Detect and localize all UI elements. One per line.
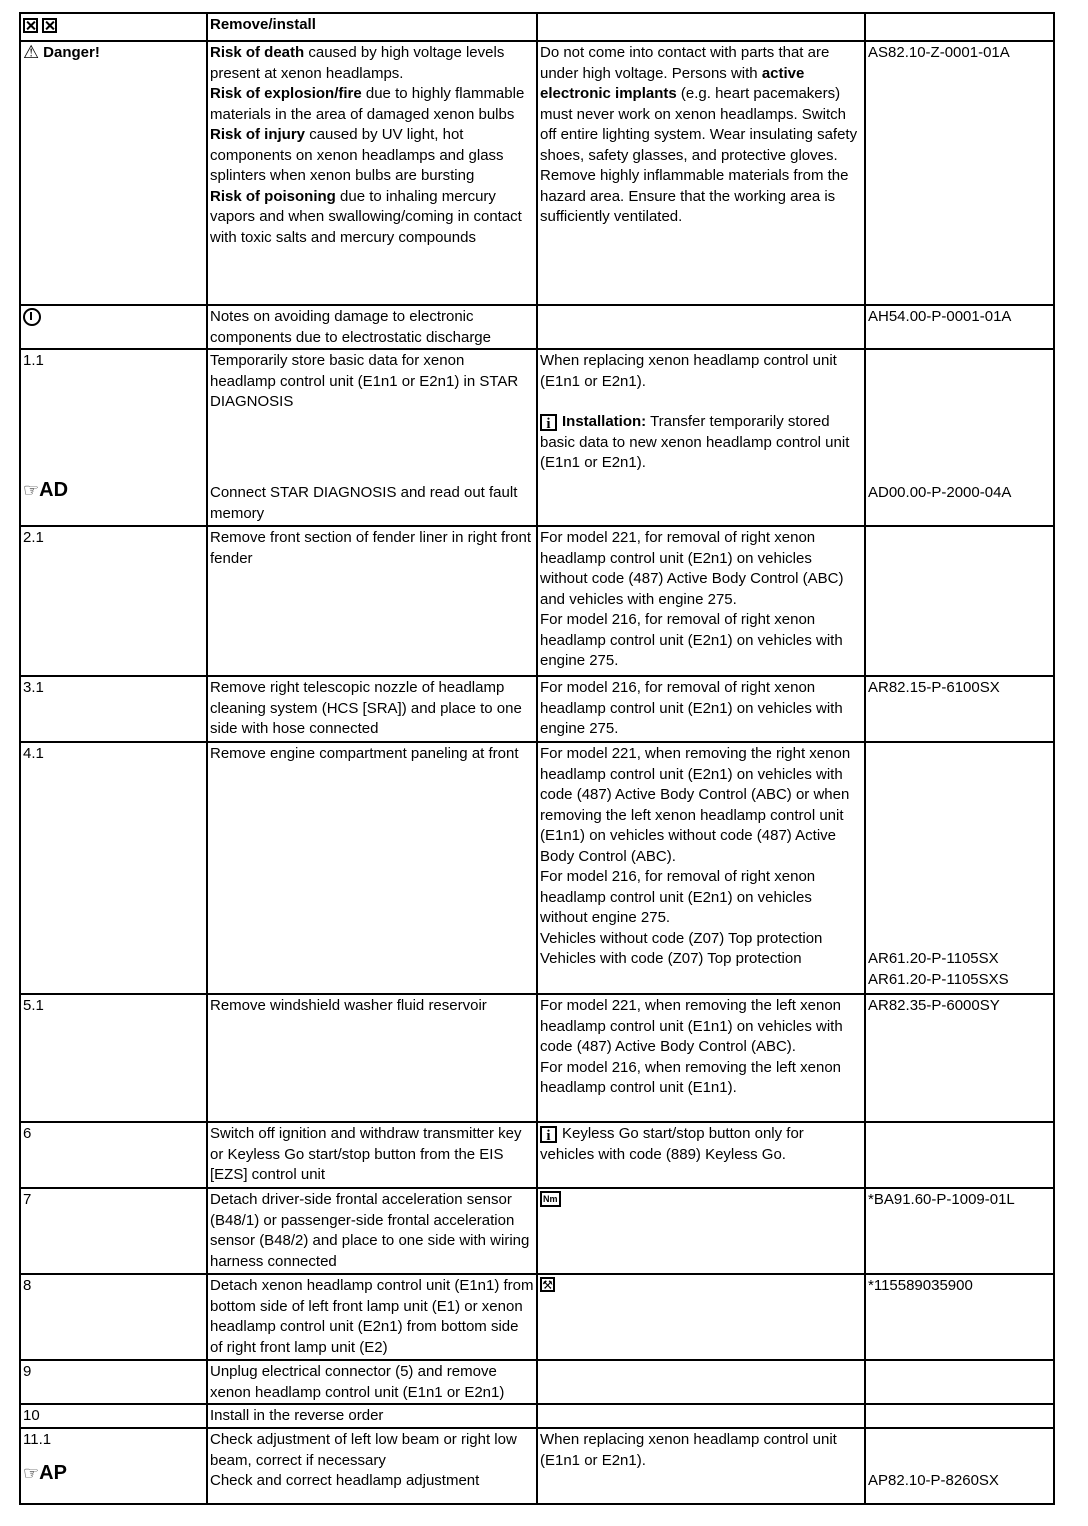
special-tool-icon: ⚒: [540, 1277, 555, 1292]
step-row: [20, 1188, 1054, 1274]
step-note-cell: [537, 742, 865, 994]
step-desc: Remove engine compartment paneling at front: [207, 742, 537, 994]
diagnosis-label: AD: [39, 479, 69, 501]
step-ref-link[interactable]: *115589035900: [865, 1274, 1054, 1360]
warning-title: Risk of death: [210, 44, 305, 61]
step-row: [20, 742, 1054, 994]
step-note: For model 221, for removal of right xenon headlamp control unit (E2n1) on vehicles without code (487) Active Body Control (ABC) and vehicles with engine 275. For model 216, for removal of right xenon headlamp control unit (E2n1) on vehicles with engine 275.: [537, 526, 865, 676]
step-desc: Temporarily store basic data for xenon headlamp control unit (E1n1 or E2n1) in STAR DIAGNOSIS: [210, 352, 519, 410]
step-row: [20, 994, 1054, 1122]
procedure-table: [19, 12, 1055, 1505]
danger-note-bold: active electronic implants: [540, 64, 805, 102]
header-row: [20, 13, 1054, 41]
installation-label: Installation:: [562, 413, 647, 430]
step-number: 11.1: [23, 1431, 52, 1448]
warning-text: due to highly flammable materials in the area of damaged xenon bulbs: [210, 85, 525, 123]
diagnosis-ref-link[interactable]: AD00.00-P-2000-04A: [868, 484, 1012, 501]
step-number: 2.1: [20, 526, 207, 676]
warning-item: [210, 43, 534, 84]
step-number: 5.1: [20, 994, 207, 1122]
step-desc: Install in the reverse order: [207, 1404, 537, 1428]
step-note: When replacing xenon headlamp control unit (E1n1 or E2n1).: [537, 1428, 865, 1504]
step-ref-cell: [865, 349, 1054, 526]
esd-icon-cell: [20, 305, 207, 349]
step-row: [20, 1122, 1054, 1188]
danger-row: [20, 41, 1054, 305]
danger-ref-link[interactable]: AS82.10-Z-0001-01A: [865, 41, 1054, 305]
esd-desc: Notes on avoiding damage to electronic components due to electrostatic discharge: [207, 305, 537, 349]
install-symbol-icon: [42, 18, 57, 33]
adjustment-indicator: [23, 1463, 67, 1484]
step-desc-2: Connect STAR DIAGNOSIS and read out fault memory: [210, 484, 518, 522]
installation-text: Transfer temporarily stored basic data to new xenon headlamp control unit (E1n1 or E2n1).: [540, 413, 850, 471]
step-desc-2: Check and correct headlamp adjustment: [210, 1472, 480, 1489]
step-ref-link[interactable]: AR82.15-P-6100SX: [865, 676, 1054, 742]
step-note-cell: [537, 1122, 865, 1188]
diagnosis-indicator: [23, 480, 68, 501]
warning-item: [210, 187, 534, 249]
esd-ref-link[interactable]: AH54.00-P-0001-01A: [865, 305, 1054, 349]
esd-icon: [23, 308, 41, 326]
info-icon: i: [540, 1126, 557, 1143]
step-note-cell: [537, 1188, 865, 1274]
step-desc: Unplug electrical connector (5) and remove xenon headlamp control unit (E1n1 or E2n1): [207, 1360, 537, 1404]
step-desc: Switch off ignition and withdraw transmitter key or Keyless Go start/stop button from the EIS [EZS] control unit: [207, 1122, 537, 1188]
warning-title: Risk of injury: [210, 126, 306, 143]
adjustment-label: AP: [39, 1462, 67, 1484]
step-number: 3.1: [20, 676, 207, 742]
step-desc: Check adjustment of left low beam or right low beam, correct if necessary: [210, 1431, 517, 1469]
step-number: 6: [20, 1122, 207, 1188]
step-row: [20, 1404, 1054, 1428]
header-title: Remove/install: [207, 13, 537, 41]
step-ref-cell: [865, 742, 1054, 994]
step-note-cell: [537, 1404, 865, 1428]
step-desc-cell: [207, 349, 537, 526]
header-icons-cell: [20, 13, 207, 41]
warning-title: Risk of poisoning: [210, 187, 336, 205]
step-ref-cell: [865, 1122, 1054, 1188]
step-row: [20, 349, 1054, 526]
warning-item: [210, 125, 534, 187]
step-desc: Detach driver-side frontal acceleration sensor (B48/1) or passenger-side frontal acceleration sensor (B48/2) and place to one side with wiring harness connected: [207, 1188, 537, 1274]
step-number: 7: [20, 1188, 207, 1274]
danger-label: Danger!: [43, 44, 100, 61]
variant-ref-link[interactable]: AR61.20-P-1105SX: [868, 950, 999, 967]
step-row: [20, 1428, 1054, 1504]
remove-symbol-icon: [23, 18, 38, 33]
step-note: For model 216, for removal of right xenon headlamp control unit (E2n1) on vehicles with engine 275.: [537, 676, 865, 742]
step-number-cell: [20, 1428, 207, 1504]
header-empty-cell: [865, 13, 1054, 41]
step-note-cell: [537, 1274, 865, 1360]
step-note: Keyless Go start/stop button only for vehicles with code (889) Keyless Go.: [540, 1125, 804, 1163]
step-ref-cell: [865, 1404, 1054, 1428]
variant-note: Vehicles without code (Z07) Top protection: [540, 929, 823, 947]
step-number: 8: [20, 1274, 207, 1360]
installation-note: [540, 412, 862, 474]
step-row: [20, 1360, 1054, 1404]
step-note: When replacing xenon headlamp control unit (E1n1 or E2n1).: [540, 352, 837, 390]
info-icon: i: [540, 414, 557, 431]
warning-text: caused by high voltage levels present at xenon headlamps.: [210, 44, 505, 82]
step-desc: Remove windshield washer fluid reservoir: [207, 994, 537, 1122]
esd-row: [20, 305, 1054, 349]
step-number: 4.1: [20, 742, 207, 994]
step-ref-cell: [865, 1428, 1054, 1504]
step-note-cell: [537, 1360, 865, 1404]
step-row: [20, 526, 1054, 676]
step-number: 1.1: [23, 352, 44, 369]
step-ref-cell: [865, 526, 1054, 676]
step-desc: Remove right telescopic nozzle of headlamp cleaning system (HCS [SRA]) and place to one side with hose connected: [207, 676, 537, 742]
pointing-hand-icon: ☞: [23, 480, 40, 500]
warning-title: Risk of explosion/fire: [210, 85, 362, 102]
variant-note: Vehicles with code (Z07) Top protection: [540, 950, 802, 967]
warning-triangle-icon: ⚠: [23, 42, 40, 62]
step-number: 9: [20, 1360, 207, 1404]
warning-text: caused by UV light, hot components on xenon headlamps and glass splinters when xenon bulbs are bursting: [210, 126, 504, 184]
esd-empty-cell: [537, 305, 865, 349]
step-row: [20, 676, 1054, 742]
step-note-cell: [537, 349, 865, 526]
step-number-cell: [20, 349, 207, 526]
step-row: [20, 1274, 1054, 1360]
step-note: For model 221, when removing the right xenon headlamp control unit (E2n1) on vehicles with code (487) Active Body Control (ABC) or when removing the left xenon headlamp control unit (E1n1) on vehicles without code (487) Active Body Control (ABC). For model 216, for removal of right xenon headlamp control unit (E2n1) on vehicles without engine 275.: [540, 745, 851, 926]
adjustment-ref-link[interactable]: AP82.10-P-8260SX: [868, 1472, 999, 1489]
warning-item: [210, 84, 534, 125]
step-desc-cell: [207, 1428, 537, 1504]
step-ref-cell: [865, 1360, 1054, 1404]
header-empty-cell: [537, 13, 865, 41]
danger-note-cell: [537, 41, 865, 305]
warning-text: due to inhaling mercury vapors and when swallowing/coming in contact with toxic salts and mercury compounds: [210, 187, 522, 246]
danger-note-text: Do not come into contact with parts that are under high voltage. Persons with: [540, 44, 830, 82]
danger-label-cell: [20, 41, 207, 305]
step-desc: Detach xenon headlamp control unit (E1n1) from bottom side of left front lamp unit (E1) or xenon headlamp control unit (E2n1) from bottom side of right front lamp unit (E2): [207, 1274, 537, 1360]
torque-icon: Nm: [540, 1191, 561, 1207]
danger-warnings-cell: [207, 41, 537, 305]
step-number: 10: [20, 1404, 207, 1428]
step-desc: Remove front section of fender liner in right front fender: [207, 526, 537, 676]
variant-ref-link[interactable]: AR61.20-P-1105SXS: [868, 971, 1009, 988]
step-ref-link[interactable]: AR82.35-P-6000SY: [865, 994, 1054, 1122]
danger-note-text: (e.g. heart pacemakers) must never work on xenon headlamps. Switch off entire lighting system. Wear insulating safety shoes, safety glasses, and protective gloves. Remove highly inflammable materials from the hazard area. Ensure that the working area is sufficiently ventilated.: [540, 85, 858, 225]
step-ref-link[interactable]: *BA91.60-P-1009-01L: [865, 1188, 1054, 1274]
pointing-hand-icon: ☞: [23, 1463, 40, 1483]
step-note: For model 221, when removing the left xenon headlamp control unit (E1n1) on vehicles with code (487) Active Body Control (ABC). For model 216, when removing the left xenon headlamp control unit (E1n1).: [537, 994, 865, 1122]
